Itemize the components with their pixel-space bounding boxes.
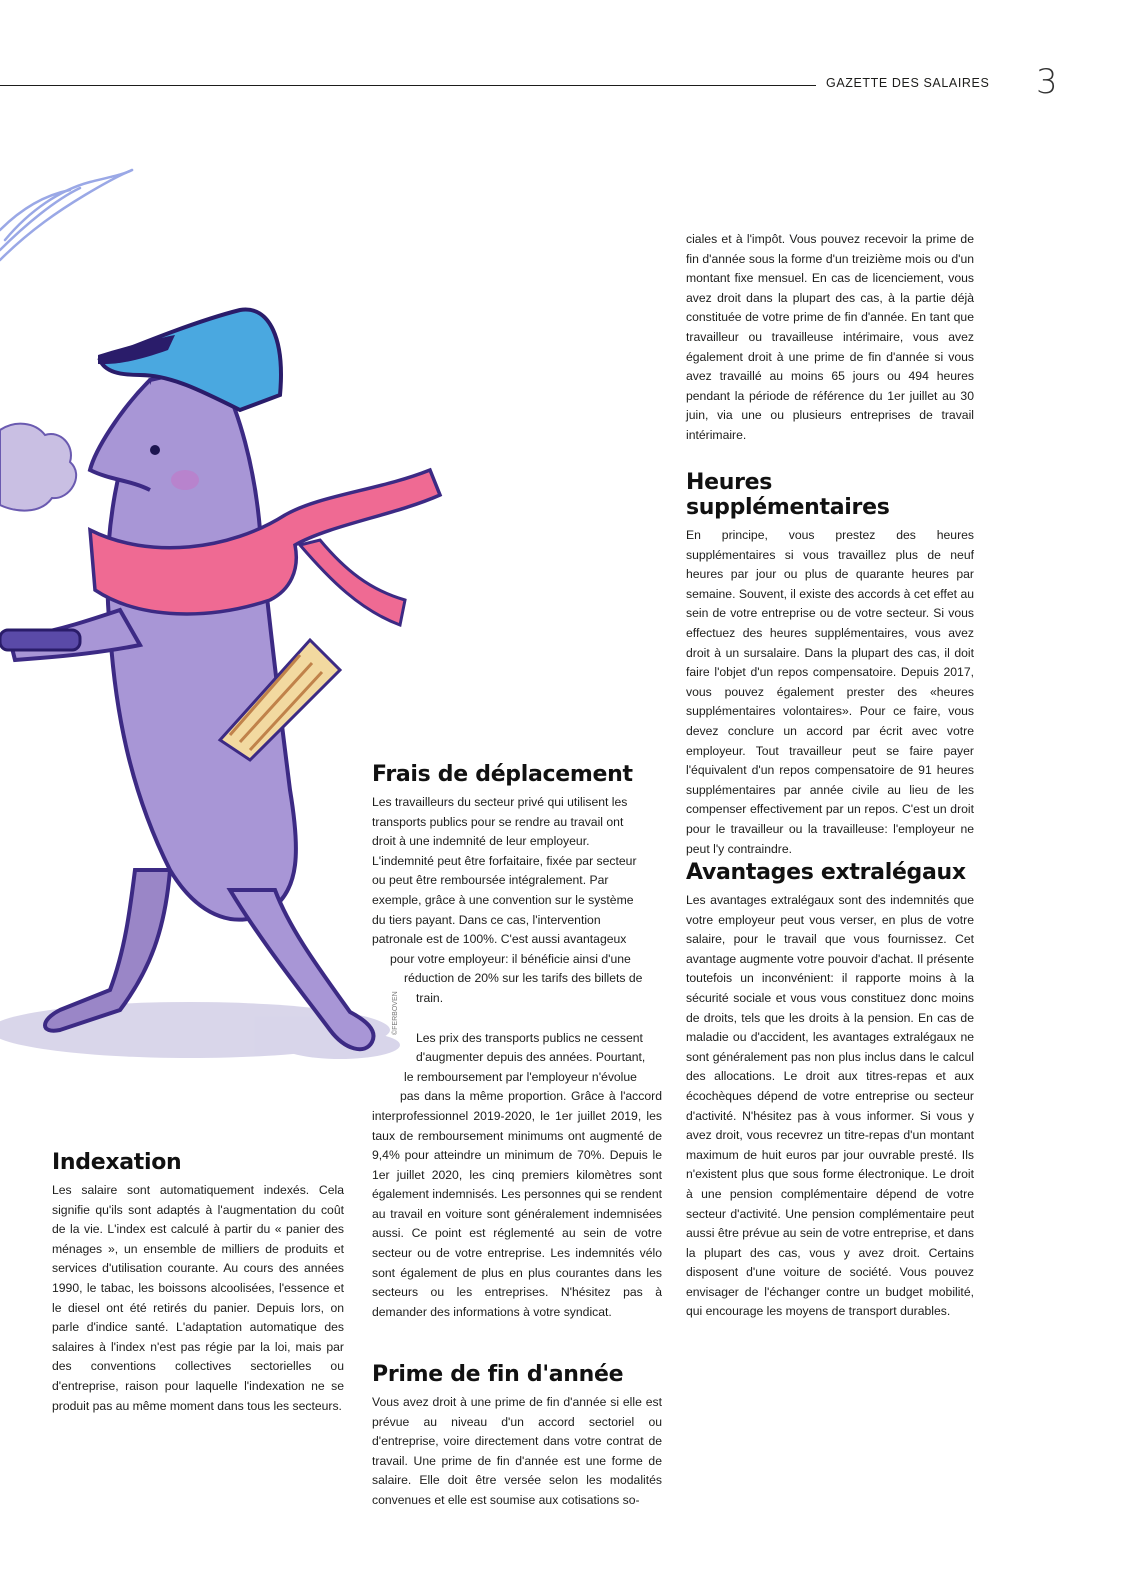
handle-icon: [0, 630, 80, 650]
prime-text: Vous avez droit à une prime de fin d'année si elle est prévue au niveau d'un accord sectoriel ou d'entreprise, voire directement dans votre contrat de travail. Une prime de fin d'année est une forme de salaire. Elle doit être versée selon les modalités convenues et elle est soumise aux cotisations so-: [372, 1395, 662, 1507]
prime-continued-text: ciales et à l'impôt. Vous pouvez recevoir la prime de fin d'année sous la forme d'un treizième mois ou d'un montant fixe mensuel. En cas de licenciement, vous avez droit dans la plupart des cas, à la partie déjà constituée de votre prime de fin d'année. En tant que travailleur ou travailleuse intérimaire, vous avez également droit à une prime de fin d'année si vous avez travaillé au moins 65 jours ou 494 heures pendant la période de référence du 1er juillet au 30 juin, via une ou plusieurs entreprises de travail intérimaire.: [686, 232, 974, 442]
scarf-tail: [300, 540, 405, 625]
frais-text-1: Les travailleurs du secteur privé qui utilisent les transports publics pour se rendre au travail ont droit à une indemnité de leur employeur. L'indemnité peut être forfaitaire, fixée par secteur ou peut être remboursée intégralement. Par exemple, grâce à une convention sur le système du tiers payant. Dans ce cas, l'intervention patronale est de 100%. C'est aussi avantageux: [372, 795, 637, 947]
prime-section: [372, 1362, 662, 1511]
character-face: [90, 380, 150, 490]
illustration-credit: ©FERBOVEN: [392, 991, 399, 1035]
frais-text-2d: pas dans la même proportion. Grâce à l'accord interprofessionnel 2019-2020, le 1er juillet 2019, les taux de remboursement minimums ont augmenté de 9,4% pour atteindre un minimum de 70%. Depuis le 1er juillet 2020, les cinq premiers kilomètres sont également indemnisés. Les personnes qui se rendent au travail en voiture sont généralement indemnisées aussi. Ce point est réglementé au sein de votre secteur ou de votre entreprise. Les indemnités vélo sont également de plus en plus courantes dans les secteurs ou les entreprises. N'hésitez pas à demander des informations à votre syndicat.: [372, 1089, 662, 1319]
avantages-title: Avantages extralégaux: [686, 860, 966, 885]
avantages-section: [686, 860, 974, 1322]
indexation-title: Indexation: [52, 1150, 182, 1175]
eye-icon: [150, 445, 160, 455]
frais-section: [372, 762, 662, 1322]
indexation-text: Les salaire sont automatiquement indexés. Cela signifie qu'ils sont adaptés à l'augmentation du coût de la vie. L'index est calculé à partir du « panier des ménages », un ensemble de milliers de produits et services d'utilisation courante. Au cours des années 1990, le tabac, les boissons alcoolisées, l'essence et le diesel ont été retirés du panier. Depuis lors, on parle d'indice santé. L'adaptation automatique des salaires à l'index n'est pas régie par la loi, mais par des conventions collectives sectorielles ou d'entreprise, raison pour laquelle l'indexation ne se produit pas au même moment dans tous les secteurs.: [52, 1183, 344, 1413]
heures-title: Heures supplémentaires: [686, 470, 890, 520]
page-number: 3: [1036, 62, 1058, 102]
frais-title: Frais de déplacement: [372, 762, 633, 787]
frais-text-2a: Les prix des transports publics ne cessent: [416, 1030, 643, 1045]
prime-title: Prime de fin d'année: [372, 1362, 624, 1387]
frais-text-2c: le remboursement par l'employeur n'évolue: [404, 1069, 637, 1084]
cloud-icon: [0, 424, 76, 511]
indexation-section: [52, 1150, 344, 1416]
publication-title: GAZETTE DES SALAIRES: [826, 76, 990, 90]
heures-section: [686, 470, 974, 859]
frais-text-1c: réduction de 20% sur les tarifs des billets de: [404, 971, 643, 986]
frais-text-1b: pour votre employeur: il bénéficie ainsi d'une: [390, 951, 631, 966]
prime-continued-block: [686, 230, 974, 446]
header-rule: [0, 85, 816, 86]
heures-text: En principe, vous prestez des heures supplémentaires si vous travaillez plus de neuf heures par jour ou plus de quarante heures par semaine. Souvent, il existe des accords à cet effet au sein de votre entreprise ou de votre secteur. Si vous effectuez des heures supplémentaires, vous avez droit à un sursalaire. Dans la plupart des cas, il doit faire l'objet d'un repos compensatoire. Depuis 2017, vous pouvez également prester des «heures supplémentaires volontaires». Pour ce faire, vous devez conclure un accord par écrit avec votre employeur. Tout travailleur peut se faire payer l'équivalent d'un repos compensatoire de 91 heures supplémentaires par année civile au lieu de les compenser effectivement par un repos. C'est un droit pour le travailleur ou la travailleuse: l'employeur ne peut l'y contraindre.: [686, 528, 974, 856]
cheek: [171, 470, 199, 490]
frais-text-2b: d'augmenter depuis des années. Pourtant,: [416, 1050, 646, 1065]
avantages-text: Les avantages extralégaux sont des indemnités que votre employeur peut vous verser, en plus de votre salaire, pour le travail que vous fournissez. Cet avantage augmente votre pouvoir d'achat. Il présente toutefois un inconvénient: il rapporte moins à la sécurité sociale et vous vous constituez donc moins de droits, tels que les droits à la pension. En cas de maladie ou d'accident, les avantages extralégaux ne sont généralement pas non plus inclus dans le calcul des allocations. Le droit aux titres-repas et aux écochèques dépend de votre entreprise ou secteur d'activité. N'hésitez pas à vous informer. Si vous y avez droit, vous recevrez un titre-repas d'un montant maximum de huit euros par jour ouvrable presté. Ils n'existent plus que sous forme électronique. Le droit à une pension complémentaire dépend de votre secteur d'activité. Une pension complémentaire peut aussi être prévue au sein de votre entreprise, et dans la plupart des cas, vous y avez droit. Certains disposent d'une voiture de société. Vous pouvez envisager de l'échanger contre un budget mobilité, qui encourage les moyens de transport durables.: [686, 893, 974, 1319]
frais-text-1d: train.: [416, 990, 444, 1005]
wind-swirl-icon: [0, 170, 132, 260]
